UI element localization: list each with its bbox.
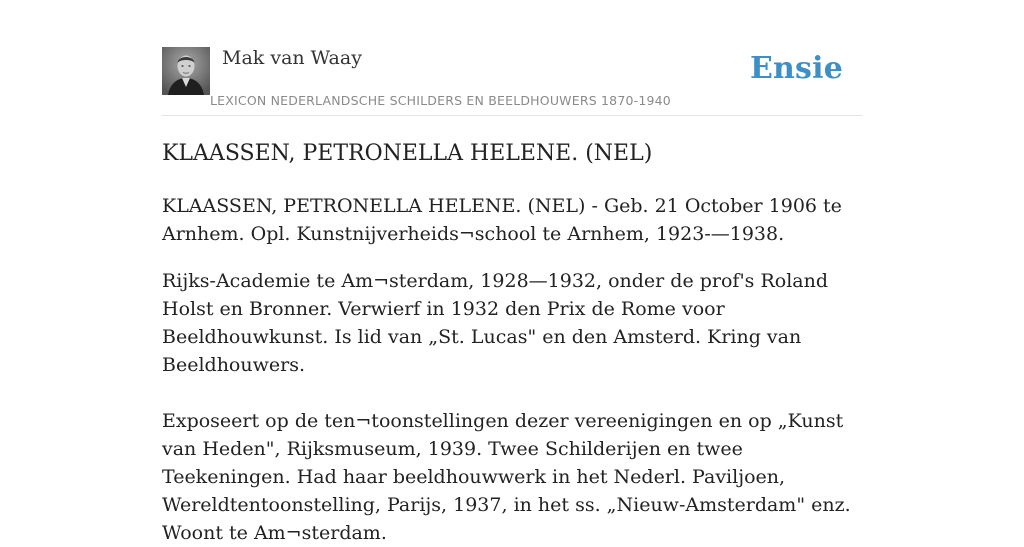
article-body <box>162 192 872 547</box>
author-name[interactable]: Mak van Waay <box>222 47 362 69</box>
page-title: KLAASSEN, PETRONELLA HELENE. (NEL) <box>162 141 653 166</box>
source-title[interactable]: LEXICON NEDERLANDSCHE SCHILDERS EN BEELDHOUWERS 1870-1940 <box>210 93 671 108</box>
author-avatar[interactable] <box>162 47 210 95</box>
article-paragraph: Exposeert op de ten¬toonstellingen dezer vereenigingen en op „Kunst van Heden", Rijksmuseum, 1939. Twee Schilderijen en twee Teekeningen. Had haar beeldhouwwerk in het Nederl. Paviljoen, Wereldtentoonstelling, Parijs, 1937, in het ss. „Nieuw-Amsterdam" enz. Woont te Am¬sterdam. <box>162 410 851 544</box>
article-paragraph: KLAASSEN, PETRONELLA HELENE. (NEL) - Geb. 21 October 1906 te Arnhem. Opl. Kunstnijverheids¬school te Arnhem, 1923-—1938. <box>162 195 842 245</box>
brand-logo[interactable]: Ensie <box>749 51 843 86</box>
portrait-photo-icon <box>162 47 210 95</box>
header <box>162 46 862 116</box>
article-paragraph: Rijks-Academie te Am¬sterdam, 1928—1932, onder de prof's Roland Holst en Bronner. Verwierf in 1932 den Prix de Rome voor Beeldhouwkunst. Is lid van „St. Lucas" en den Amsterd. Kring van Beeldhouwers. <box>162 270 829 376</box>
